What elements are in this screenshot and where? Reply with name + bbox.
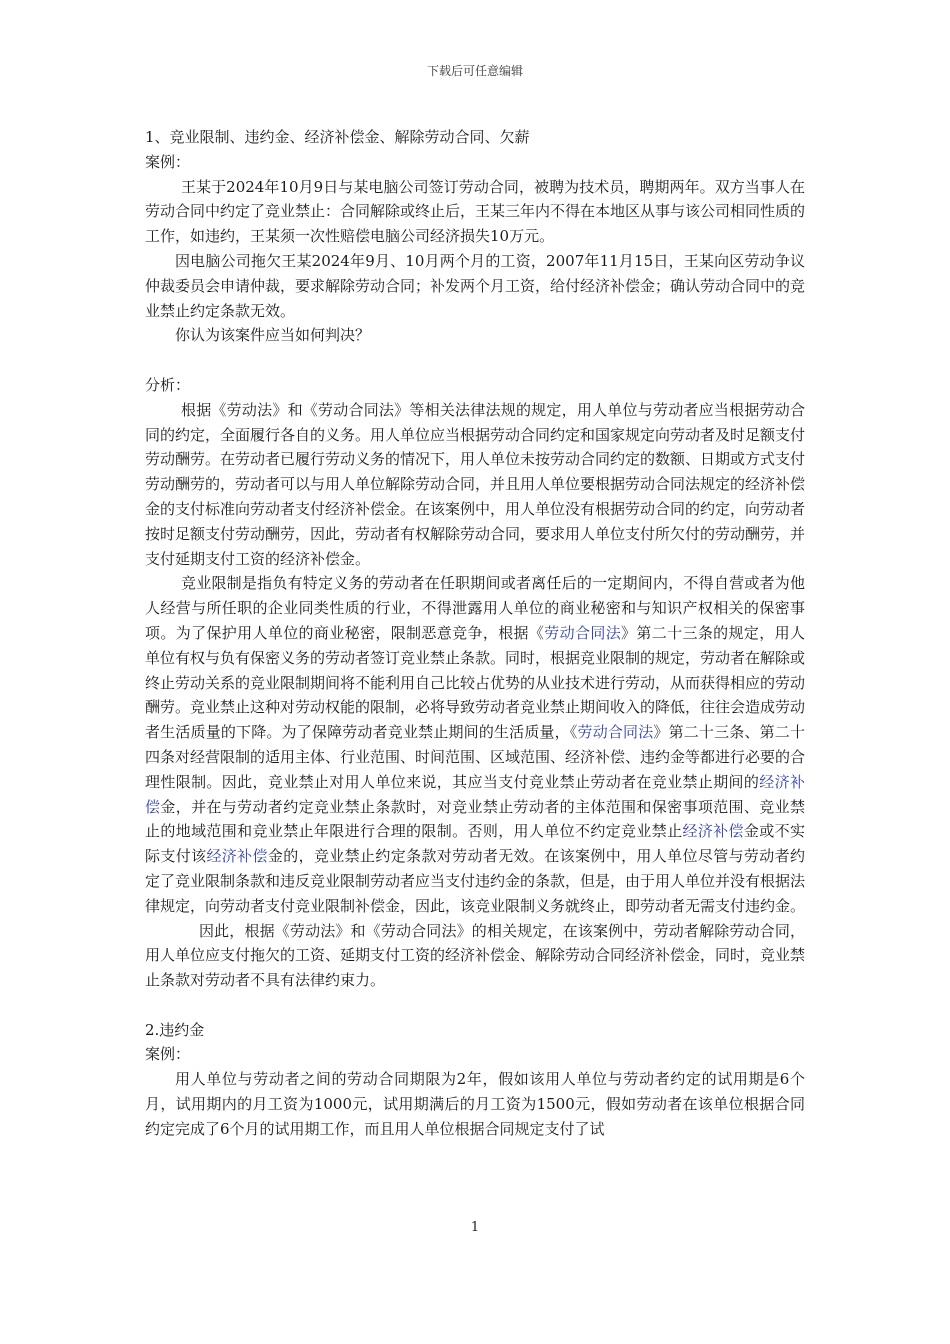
text-run: 金，并在与劳动者约定竞业禁止条款时，对竞业禁止劳动者的主体范围和保密事项范围、竞业禁止的地域范围和竞业禁止年限进行合理的限制。否则，用人单位不约定竞业禁止 <box>145 797 805 841</box>
text-run: 金的，竞业禁止约定条款对劳动者无效。在该案例中，用人单位尽管与劳动者约定了竞业限制条款和违反竞业限制劳动者应当支付违约金的条款，但是，由于用人单位并没有根据法律规定，向劳动者支付竞业限制补偿金，因此，该竞业限制义务就终止，即劳动者无需支付违约金。 <box>145 847 806 915</box>
labor-contract-law-link[interactable]: 劳动合同法 <box>577 723 654 742</box>
page-header: 下载后可任意编辑 <box>426 64 523 78</box>
economic-compensation-link[interactable]: 经济补偿 <box>145 772 805 816</box>
blank-line <box>145 348 805 373</box>
section-2-title: 2.违约金 <box>145 1020 205 1039</box>
case-paragraph-1: 王某于2024年10月9日与某电脑公司签订劳动合同，被聘为技术员，聘期两年。双方当事人在劳动合同中约定了竞业禁止：合同解除或终止后，王某三年内不得在本地区从事与该公司相同性质的工作，如违约，王某须一次性赔偿电脑公司经济损失10万元。 <box>145 177 806 246</box>
page-number: 1 <box>470 1220 480 1235</box>
analysis-label: 分析： <box>145 375 191 394</box>
case-paragraph: 用人单位与劳动者之间的劳动合同期限为2年，假如该用人单位与劳动者约定的试用期是6个月，试用期内的月工资为1000元，试用期满后的月工资为1500元，假如劳动者在该单位根据合同约定完成了6个月的试用期工作，而且用人单位根据合同规定支付了试 <box>145 1070 805 1138</box>
economic-compensation-link[interactable]: 经济补偿 <box>682 822 744 841</box>
case-question: 你认为该案件应当如何判决？ <box>175 326 371 345</box>
text-run: 》第二十三条的规定，用人单位有权与负有保密义务的劳动者签订竞业禁止条款。同时，根据竞业限制的规定，劳动者在解除或终止劳动关系的竞业限制期间将不能利用自己比较占优势的从业技术进行劳动，从而获得相应的劳动酬劳。竞业禁止这种对劳动权能的限制，必将导致劳动者竞业禁止期间收入的降低，往往会造成劳动者生活质量的下降。为了保障劳动者竞业禁止期间的生活质量，《 <box>145 623 806 742</box>
case-label: 案例： <box>145 1045 191 1064</box>
section-1-title: 1、竞业限制、违约金、经济补偿金、解除劳动合同、欠薪 <box>145 128 530 146</box>
analysis-paragraph-3: 因此，根据《劳动法》和《劳动合同法》的相关规定，在该案例中，劳动者解除劳动合同，用人单位应支付拖欠的工资、延期支付工资的经济补偿金、解除劳动合同经济补偿金，同时，竞业禁止条款对劳动者不具有法律约束力。 <box>145 921 806 990</box>
case-label: 案例： <box>145 152 191 171</box>
text-run: 竞业限制是指负有特定义务的劳动者在任职期间或者离任后的一定期间内，不得自营或者为他人经营与所任职的企业同类性质的行业，不得泄露用人单位的商业秘密和与知识产权相关的保密事项。为了保护用人单位的商业秘密，限制恶意竞争，根据《 <box>145 574 805 642</box>
text-run: 》第二十三条、第二十四条对经营限制的适用主体、行业范围、时间范围、区域范围、经济补偿、违约金等都进行必要的合理性限制。因此，竞业禁止对用人单位来说，其应当支付竞业禁止劳动者在竞业禁止期间的 <box>145 723 806 791</box>
blank-line <box>145 993 805 1018</box>
document-body <box>145 125 805 1142</box>
case-paragraph-2: 因电脑公司拖欠王某2024年9月、10月两个月的工资，2007年11月15日，王某向区劳动争议仲裁委员会申请仲裁，要求解除劳动合同；补发两个月工资，给付经济补偿金；确认劳动合同中的竞业禁止约定条款无效。 <box>145 251 806 320</box>
labor-contract-law-link[interactable]: 劳动合同法 <box>544 623 622 642</box>
text-run: 金或不实际支付该 <box>145 822 805 866</box>
economic-compensation-link[interactable]: 经济补偿 <box>206 847 268 866</box>
analysis-paragraph-1: 根据《劳动法》和《劳动合同法》等相关法律法规的规定，用人单位与劳动者应当根据劳动合同的约定，全面履行各自的义务。用人单位应当根据劳动合同约定和国家规定向劳动者及时足额支付劳动酬劳。在劳动者已履行劳动义务的情况下，用人单位未按劳动合同约定的数额、日期或方式支付劳动酬劳的，劳动者可以与用人单位解除劳动合同，并且用人单位要根据劳动合同法规定的经济补偿金的支付标准向劳动者支付经济补偿金。在该案例中，用人单位没有根据劳动合同的约定，向劳动者按时足额支付劳动酬劳，因此，劳动者有权解除劳动合同，要求用人单位支付所欠付的劳动酬劳，并支付延期支付工资的经济补偿金。 <box>145 400 806 568</box>
analysis-paragraph-2 <box>145 571 805 918</box>
